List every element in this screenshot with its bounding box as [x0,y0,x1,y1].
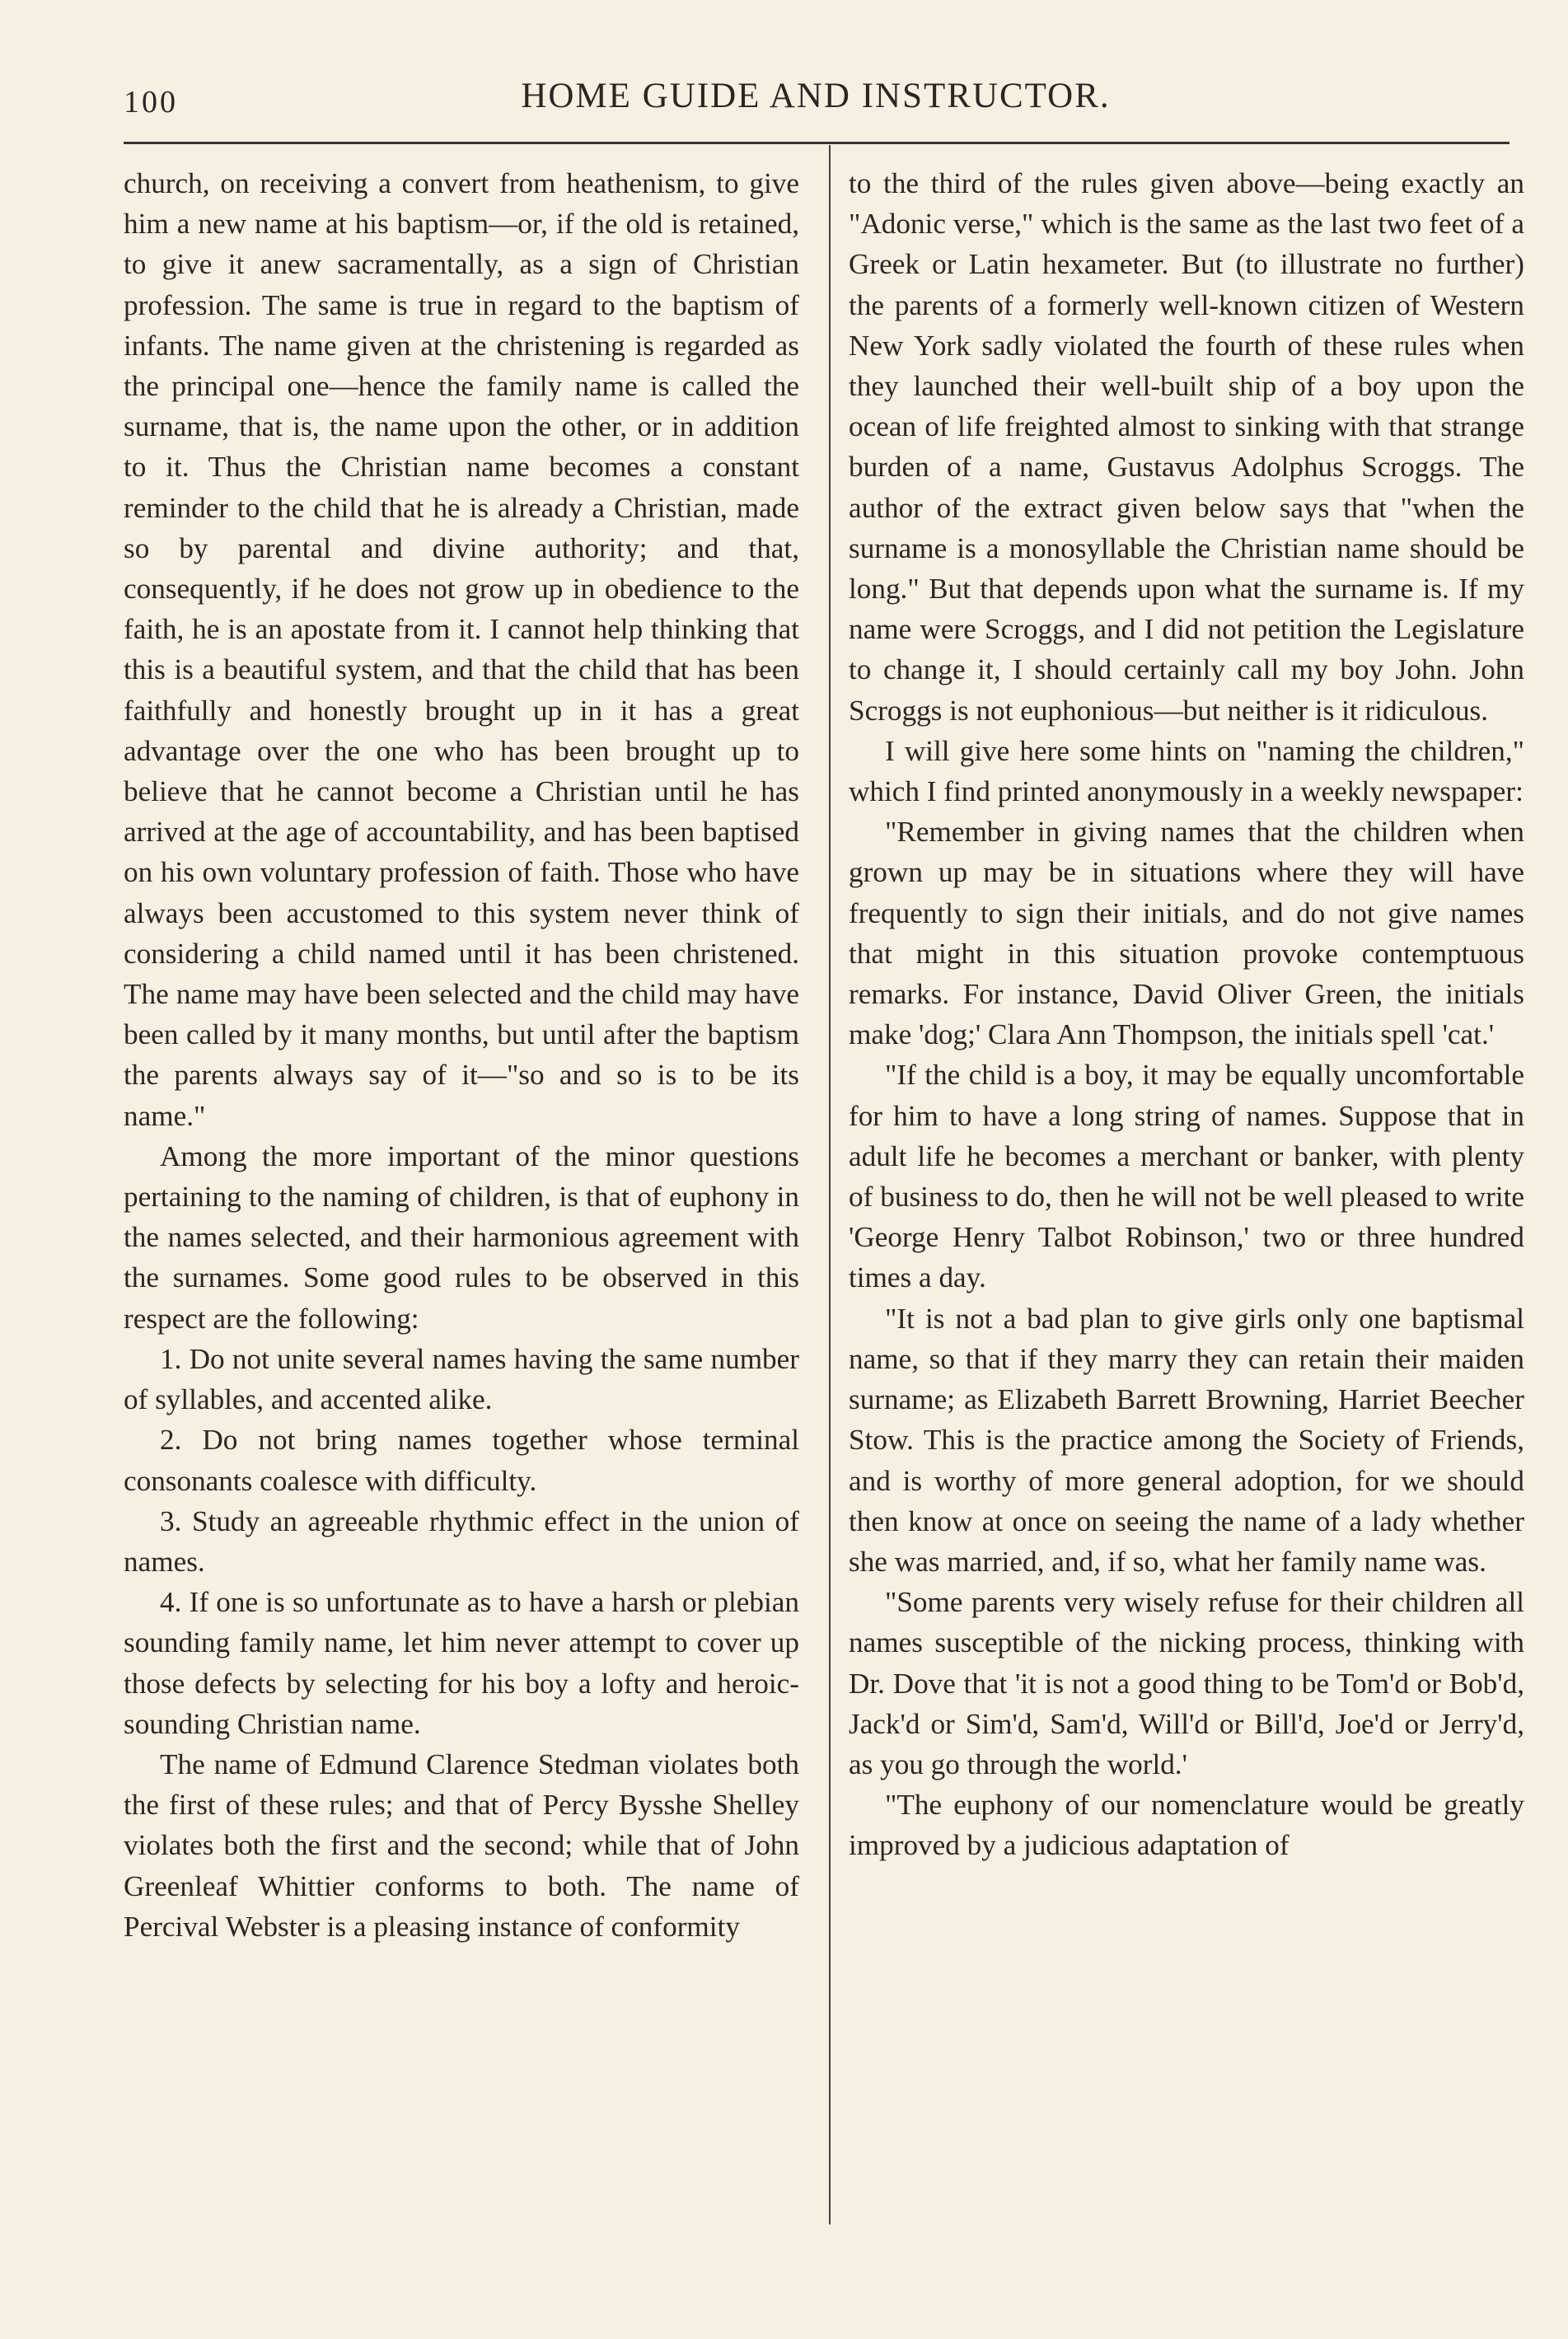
paragraph: I will give here some hints on "naming the children," which I find printed anonymously in a weekly newspaper: [849,734,1524,808]
running-title: HOME GUIDE AND INSTRUCTOR. [521,77,1111,115]
rule-item: 2. Do not bring names together whose terminal consonants coalesce with difficulty. [124,1424,799,1497]
page-header [124,76,1508,125]
paragraph: church, on receiving a convert from heathenism, to give him a new name at his baptism—or, if the old is retained, to give it anew sacramentally, as a sign of Christian profession. The same is true in regard to the baptism of infants. The name given at the christening is regarded as the principal one—hence the family name is called the surname, that is, the name upon the other, or in addition to it. Thus the Christian name becomes a constant reminder to the child that he is already a Christian, made so by parental and divine authority; and that, consequently, if he does not grow up in obedience to the faith, he is an apostate from it. I cannot help thinking that this is a beautiful system, and that the child that has been faithfully and honestly brought up in it has a great advantage over the one who has been brought up to believe that he cannot become a Christian until he has arrived at the age of accountability, and has been baptised on his own voluntary profession of faith. Those who have always been accustomed to this system never think of considering a child named until it has been christened. The name may have been selected and the child may have been called by it many months, but until after the baptism the parents always say of it—"so and so is to be its name." [124,167,799,1132]
quote-paragraph: "Remember in giving names that the children when grown up may be in situations where they will have frequently to sign their initials, and do not give names that might in this situation provoke contemptuous remarks. For instance, David Oliver Green, the initials make 'dog;' Clara Ann Thompson, the initials spell 'cat.' [849,816,1524,1051]
paragraph: The name of Edmund Clarence Stedman violates both the first of these rules; and that of Percy Bysshe Shelley violates both the first and the second; while that of John Greenleaf Whittier conforms to both. The name of Percival Webster is a pleasing instance of conformity [124,1747,799,1943]
quote-paragraph: "Some parents very wisely refuse for their children all names susceptible of the nicking process, thinking with Dr. Dove that 'it is not a good thing to be Tom'd or Bob'd, Jack'd or Sim'd, Sam'd, Will'd or Bill'd, Joe'd or Jerry'd, as you go through the world.' [849,1586,1524,1780]
rule-item: 3. Study an agreeable rhythmic effect in the union of names. [124,1504,799,1578]
quote-paragraph: "If the child is a boy, it may be equally uncomfortable for him to have a long string of names. Suppose that in adult life he becomes a merchant or banker, with plenty of business to do, then he will not be well pleased to write 'George Henry Talbot Robinson,' two or three hundred times a day. [849,1059,1524,1294]
quote-paragraph: "The euphony of our nomenclature would be greatly improved by a judicious adaptation of [849,1789,1524,1862]
header-rule [124,142,1509,144]
page-number: 100 [124,85,178,119]
column-divider [829,145,831,2224]
paragraph: Among the more important of the minor questions pertaining to the naming of children, is that of euphony in the names selected, and their harmonious agreement with the surnames. Some good rules to be observed in this respect are the following: [124,1139,799,1335]
rule-item: 4. If one is so unfortunate as to have a harsh or plebian sounding family name, let him never attempt to cover up those defects by selecting for his boy a lofty and heroic-sounding Christian name. [124,1586,799,1740]
right-column [849,163,1524,1866]
left-column [124,163,799,1947]
quote-paragraph: "It is not a bad plan to give girls only one baptismal name, so that if they marry they can retain their maiden surname; as Elizabeth Barrett Browning, Harriet Beecher Stow. This is the practice among the Society of Friends, and is worthy of more general adoption, for we should then know at once on seeing the name of a lady whether she was married, and, if so, what her family name was. [849,1302,1524,1578]
paragraph: to the third of the rules given above—being exactly an "Adonic verse," which is the same as the last two feet of a Greek or Latin hexameter. But (to illustrate no further) the parents of a formerly well-known citizen of Western New York sadly violated the fourth of these rules when they launched their well-built ship of a boy upon the ocean of life freighted almost to sinking with that strange burden of a name, Gustavus Adolphus Scroggs. The author of the extract given below says that "when the surname is a monosyllable the Christian name should be long." But that depends upon what the surname is. If my name were Scroggs, and I did not petition the Legislature to change it, I should certainly call my boy John. John Scroggs is not euphonious—but neither is it ridiculous. [849,167,1524,727]
rule-item: 1. Do not unite several names having the same number of syllables, and accented alike. [124,1342,799,1416]
